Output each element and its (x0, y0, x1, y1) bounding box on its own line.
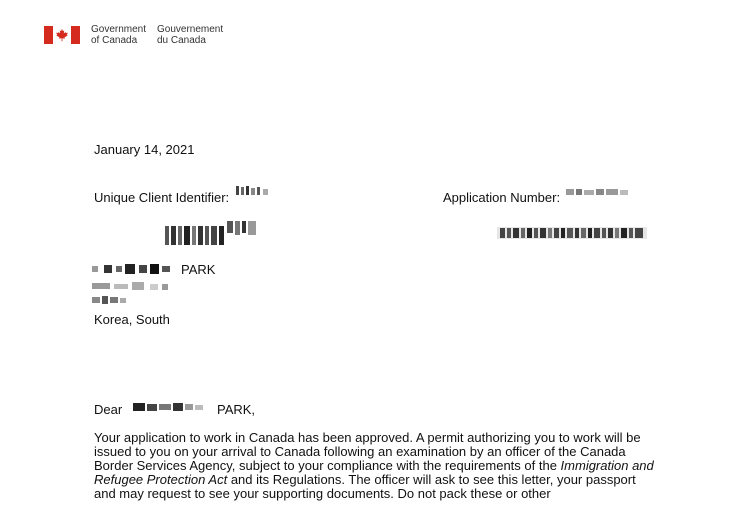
uci-label: Unique Client Identifier: (94, 190, 230, 205)
recipient-given-name-redacted (92, 263, 178, 275)
application-number-redacted (566, 187, 630, 197)
flag-left-bar (44, 26, 53, 44)
uci-value-redacted (236, 186, 270, 196)
government-wordmark-fr (157, 24, 223, 46)
recipient-address-line1-redacted (92, 280, 188, 292)
recipient-country: Korea, South (94, 312, 170, 327)
canada-flag (44, 26, 80, 44)
approval-paragraph (94, 431, 654, 501)
application-number-label: Application Number: (443, 190, 561, 205)
body-text-part1: Your application to work in Canada has been approved. A permit authorizing you to work will be issued to you on your arrival to Canada following an examination by an officer of the Canada Border Services Agency, subject to your compliance with the requirements of the (94, 430, 641, 473)
govt-fr-line2: du Canada (157, 35, 206, 46)
barcode-right-redacted (497, 227, 647, 239)
govt-en-line2: of Canada (91, 35, 138, 46)
govt-fr-line1: Gouvernement (157, 24, 224, 35)
letter-date: January 14, 2021 (94, 142, 195, 157)
flag-center (53, 26, 71, 44)
salutation-given-name-redacted (133, 401, 207, 413)
flag-right-bar (71, 26, 80, 44)
maple-leaf-icon (55, 28, 69, 42)
government-wordmark-en (91, 24, 146, 46)
salutation-prefix: Dear (94, 402, 123, 417)
recipient-surname: PARK (181, 262, 216, 277)
body-text-part2: and its Regulations. The officer will ask to see this letter, your passport and may request to see your supporting documents. Do not pack these or other (94, 472, 636, 501)
salutation-surname: PARK, (217, 402, 256, 417)
barcode-left-redacted (165, 221, 260, 245)
govt-en-line1: Government (91, 24, 147, 35)
act-name: Immigration and Refugee Protection Act (94, 458, 654, 487)
recipient-address-line2-redacted (92, 294, 132, 306)
